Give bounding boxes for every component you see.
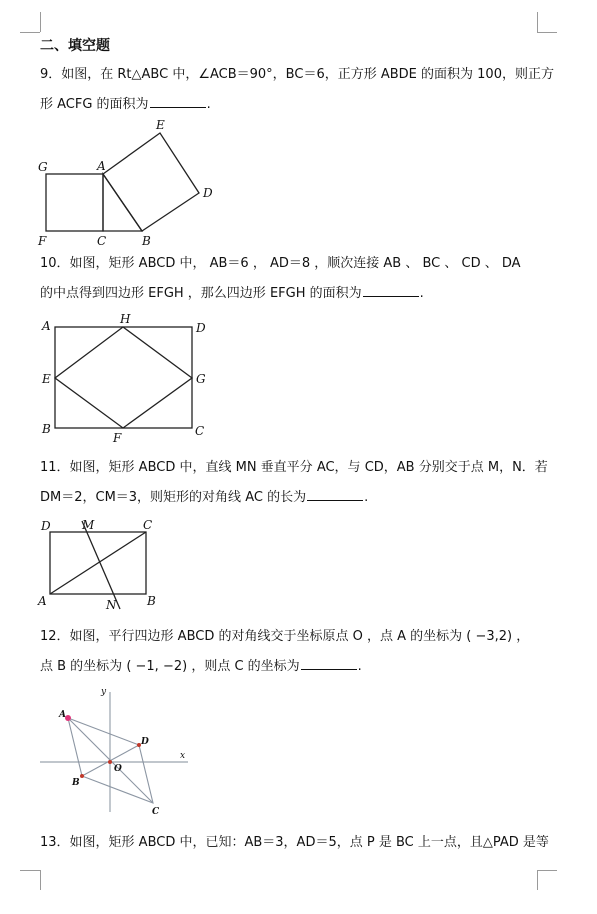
label-n: N (106, 598, 117, 612)
label-y: y (101, 687, 107, 697)
label-d: D (203, 186, 213, 200)
label-f: F (38, 234, 47, 248)
label-a: A (38, 594, 47, 608)
question-11-text: DM＝2，CM＝3，则矩形的对角线 AC 的长为 (40, 490, 307, 505)
question-10-line-1: 10．如图，矩形 ABCD 中， AB＝6 ， AD＝8 ，顺次连接 AB 、 BC 、 CD 、 DA (40, 256, 521, 271)
label-a: A (59, 710, 66, 720)
label-f: F (113, 431, 122, 445)
label-x: x (180, 751, 186, 761)
label-e: E (42, 372, 51, 386)
label-m: M (82, 518, 95, 532)
question-12-line-1: 12．如图，平行四边形 ABCD 的对角线交于坐标原点 O ，点 A 的坐标为 ( −3,2) ， (40, 629, 530, 644)
question-11-line-1: 11．如图，矩形 ABCD 中，直线 MN 垂直平分 AC，与 CD，AB 分别交于点 M，N．若 (40, 460, 548, 475)
question-10-text: 的中点得到四边形 EFGH ，那么四边形 EFGH 的面积为 (40, 286, 362, 301)
label-d: D (141, 737, 149, 747)
question-10-period: . (419, 286, 424, 301)
question-11-period: . (364, 490, 369, 505)
label-a: A (97, 159, 106, 173)
label-g: G (38, 160, 48, 174)
label-o: O (114, 764, 122, 774)
label-c: C (152, 807, 160, 817)
question-9-text: 形 ACFG 的面积为 (40, 97, 149, 112)
question-9-line-1: 9．如图，在 Rt△ABC 中，∠ACB＝90°，BC＝6，正方形 ABDE 的面积为 100，则正方 (40, 67, 554, 82)
label-c: C (97, 234, 107, 248)
question-9-period: . (206, 97, 211, 112)
label-g: G (196, 372, 206, 386)
label-c: C (195, 424, 205, 438)
label-b: B (72, 778, 80, 788)
point-b (80, 774, 84, 778)
label-d: D (41, 519, 51, 533)
label-d: D (196, 321, 206, 335)
label-a: A (42, 319, 51, 333)
question-13-line-1: 13．如图，矩形 ABCD 中，已知：AB＝3，AD＝5，点 P 是 BC 上一点，且△PAD 是等 (40, 835, 549, 850)
label-b: B (142, 234, 151, 248)
section-title: 二、填空题 (40, 38, 110, 54)
question-12-text: 点 B 的坐标为 ( −1, −2) ，则点 C 的坐标为 (40, 659, 300, 674)
label-b: B (42, 422, 51, 436)
label-b: B (147, 594, 156, 608)
question-12-period: . (357, 659, 362, 674)
point-o (108, 760, 112, 764)
label-h: H (120, 312, 131, 326)
label-e: E (156, 118, 165, 132)
label-c: C (143, 518, 153, 532)
